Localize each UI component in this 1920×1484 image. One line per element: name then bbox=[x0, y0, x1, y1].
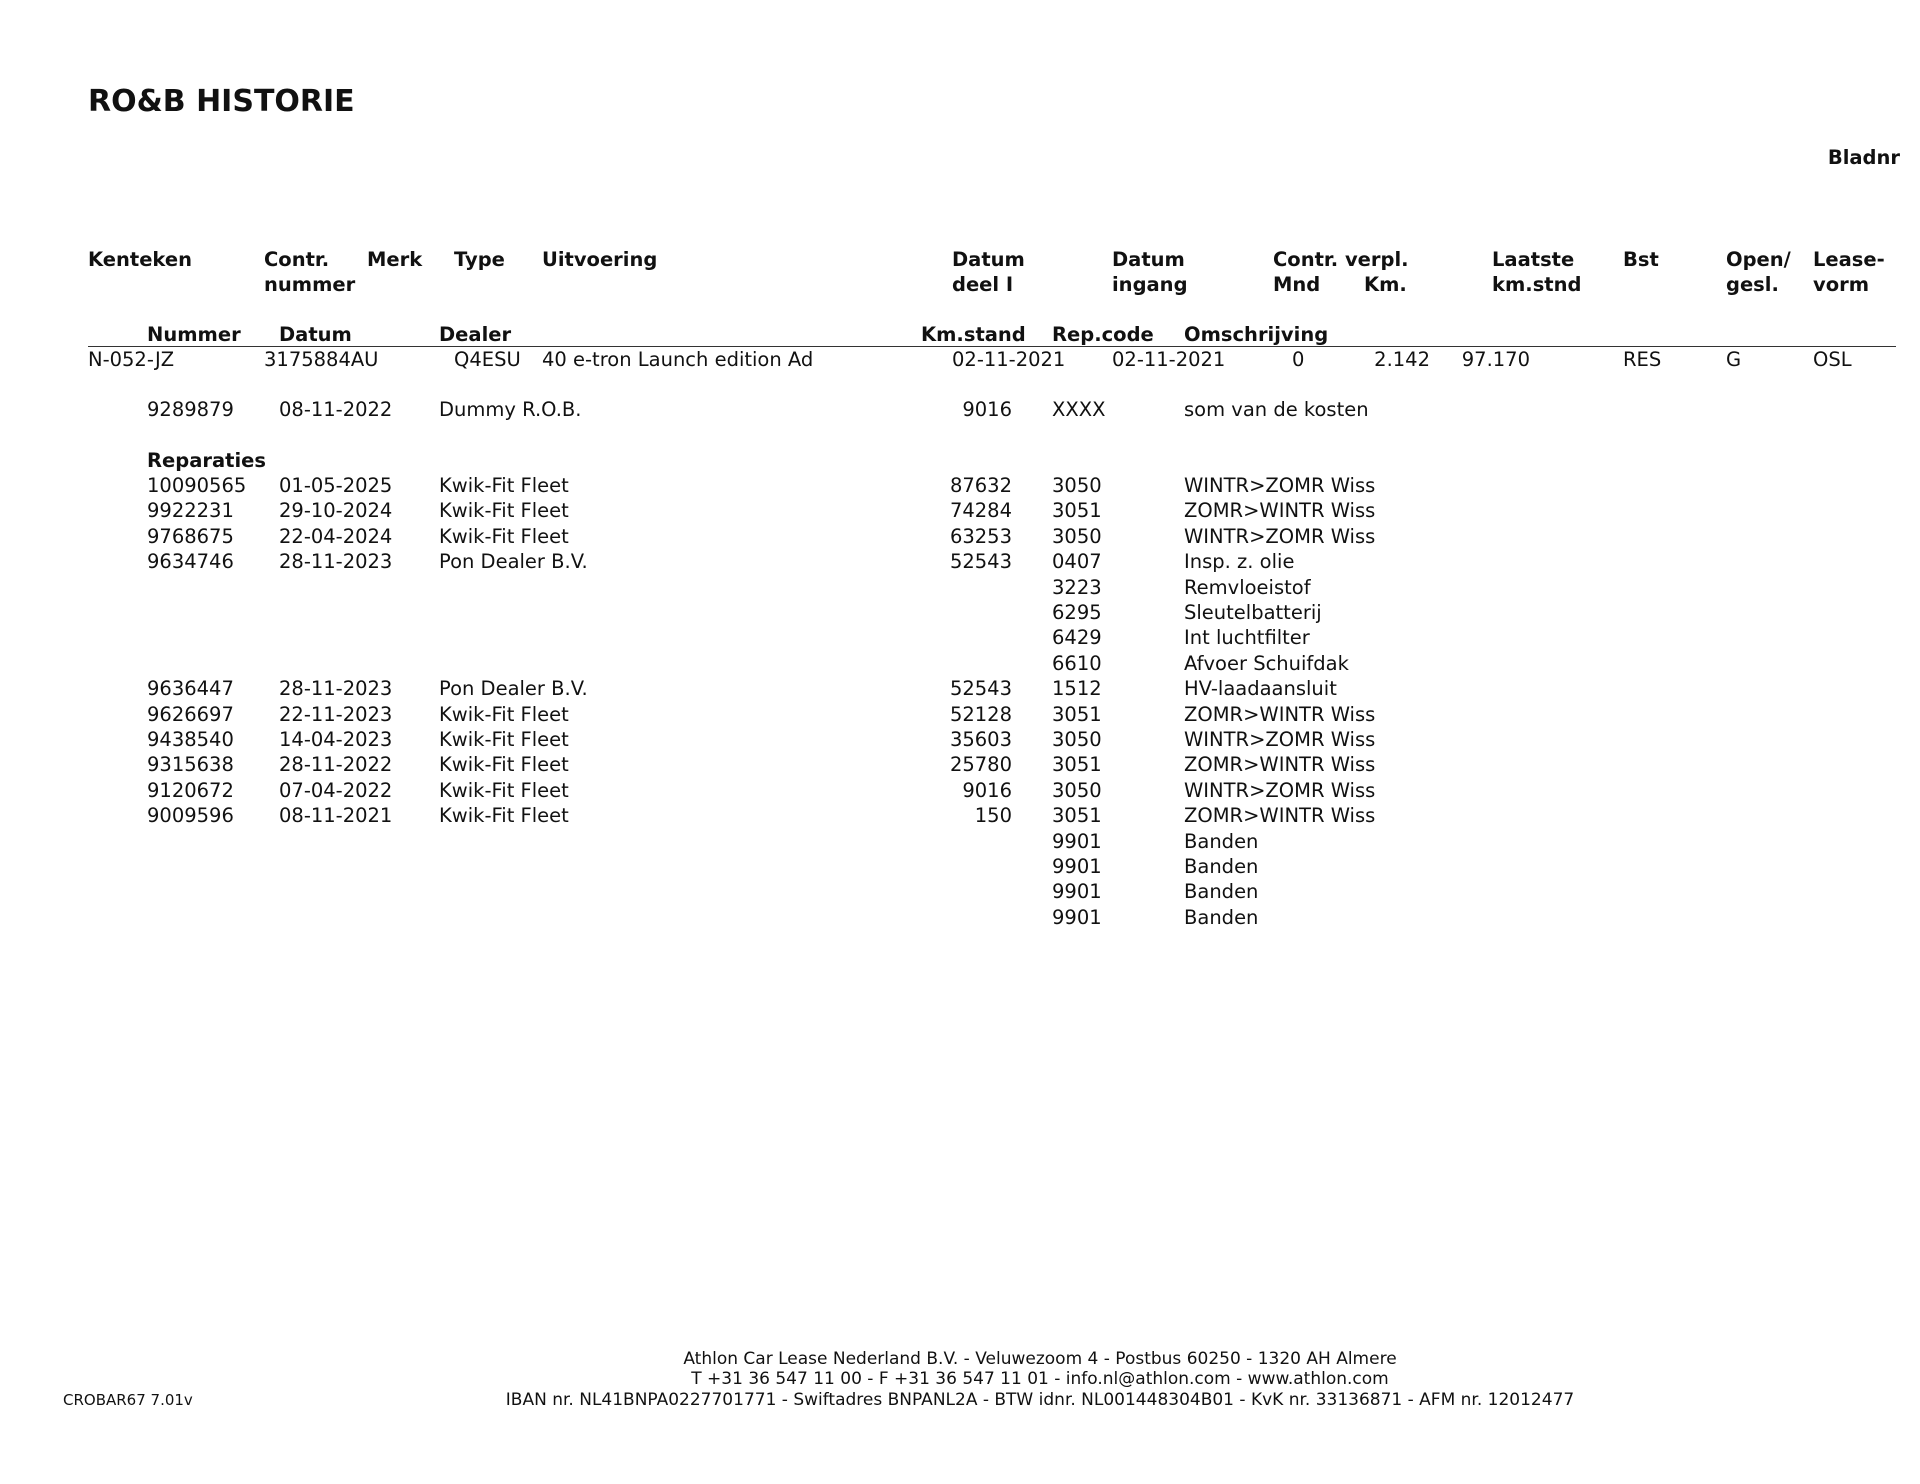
repair-repcode: 9901 bbox=[1052, 830, 1102, 853]
col-mnd-header: Mnd bbox=[1273, 273, 1321, 296]
repair-omschrijving: Afvoer Schuifdak bbox=[1184, 652, 1349, 675]
repair-dealer: Pon Dealer B.V. bbox=[439, 550, 588, 573]
vehicle-open-gesl: G bbox=[1726, 348, 1742, 371]
rob-nummer: 9289879 bbox=[147, 398, 234, 421]
repair-datum: 28-11-2023 bbox=[279, 677, 393, 700]
footer-contact: T +31 36 547 11 00 - F +31 36 547 11 01 - info.nl@athlon.com - www.athlon.com bbox=[691, 1369, 1389, 1389]
repair-dealer: Kwik-Fit Fleet bbox=[439, 804, 569, 827]
repair-repcode: 6295 bbox=[1052, 601, 1102, 624]
repair-repcode: 9901 bbox=[1052, 906, 1102, 929]
repair-repcode: 3050 bbox=[1052, 779, 1102, 802]
col-merk-header: Merk bbox=[367, 248, 423, 271]
repair-kmstand: 74284 bbox=[949, 499, 1012, 522]
col-nummer-header: Nummer bbox=[147, 323, 241, 346]
repair-omschrijving: ZOMR>WINTR Wiss bbox=[1184, 804, 1376, 827]
col-contract-header-2: nummer bbox=[264, 273, 356, 296]
repair-kmstand: 9016 bbox=[962, 779, 1012, 802]
repair-repcode: 3051 bbox=[1052, 753, 1102, 776]
rob-omschrijving: som van de kosten bbox=[1184, 398, 1369, 421]
repair-repcode: 9901 bbox=[1052, 880, 1102, 903]
rob-kmstand: 9016 bbox=[962, 398, 1012, 421]
col-open-header-2: gesl. bbox=[1726, 273, 1779, 296]
vehicle-bst: RES bbox=[1623, 348, 1662, 371]
col-open-header: Open/ bbox=[1726, 248, 1791, 271]
repair-omschrijving: Banden bbox=[1184, 855, 1259, 878]
repair-omschrijving: Int luchtfilter bbox=[1184, 626, 1310, 649]
repair-dealer: Pon Dealer B.V. bbox=[439, 677, 588, 700]
repair-omschrijving: HV-laadaansluit bbox=[1184, 677, 1337, 700]
footer-registration: IBAN nr. NL41BNPA0227701771 - Swiftadres BNPANL2A - BTW idnr. NL001448304B01 - KvK nr. 33136871 - AFM nr. 12012477 bbox=[505, 1390, 1575, 1410]
repair-dealer: Kwik-Fit Fleet bbox=[439, 499, 569, 522]
repair-omschrijving: WINTR>ZOMR Wiss bbox=[1184, 728, 1376, 751]
repair-kmstand: 52543 bbox=[949, 550, 1012, 573]
repair-nummer: 10090565 bbox=[147, 474, 247, 497]
col-dealer-header: Dealer bbox=[439, 323, 512, 346]
repair-omschrijving: Sleutelbatterij bbox=[1184, 601, 1322, 624]
col-km-header: Km. bbox=[1364, 273, 1407, 296]
vehicle-kenteken: N-052-JZ bbox=[88, 348, 175, 371]
repair-nummer: 9438540 bbox=[147, 728, 234, 751]
footer-address: Athlon Car Lease Nederland B.V. - Veluwezoom 4 - Postbus 60250 - 1320 AH Almere bbox=[683, 1349, 1397, 1369]
col-datum-ingang-header-2: ingang bbox=[1112, 273, 1188, 296]
repair-omschrijving: WINTR>ZOMR Wiss bbox=[1184, 779, 1376, 802]
repair-datum: 01-05-2025 bbox=[279, 474, 393, 497]
repair-kmstand: 52543 bbox=[949, 677, 1012, 700]
repair-repcode: 3223 bbox=[1052, 576, 1102, 599]
rob-repcode: XXXX bbox=[1052, 398, 1106, 421]
repair-datum: 22-11-2023 bbox=[279, 703, 393, 726]
col-contract-header: Contr. bbox=[264, 248, 330, 271]
repair-dealer: Kwik-Fit Fleet bbox=[439, 728, 569, 751]
repair-repcode: 6610 bbox=[1052, 652, 1102, 675]
col-laatste-header: Laatste bbox=[1492, 248, 1575, 271]
repair-datum: 28-11-2022 bbox=[279, 753, 393, 776]
repair-datum: 22-04-2024 bbox=[279, 525, 393, 548]
repair-nummer: 9636447 bbox=[147, 677, 234, 700]
repair-repcode: 0407 bbox=[1052, 550, 1102, 573]
repair-nummer: 9634746 bbox=[147, 550, 234, 573]
repair-omschrijving: Banden bbox=[1184, 880, 1259, 903]
repair-omschrijving: Insp. z. olie bbox=[1184, 550, 1295, 573]
repair-repcode: 1512 bbox=[1052, 677, 1102, 700]
reparaties-heading: Reparaties bbox=[147, 449, 266, 472]
repair-nummer: 9120672 bbox=[147, 779, 234, 802]
repair-repcode: 3051 bbox=[1052, 499, 1102, 522]
repair-dealer: Kwik-Fit Fleet bbox=[439, 703, 569, 726]
repair-omschrijving: ZOMR>WINTR Wiss bbox=[1184, 499, 1376, 522]
repair-repcode: 9901 bbox=[1052, 855, 1102, 878]
repair-kmstand: 150 bbox=[974, 804, 1012, 827]
repair-omschrijving: Banden bbox=[1184, 906, 1259, 929]
col-kenteken-header: Kenteken bbox=[88, 248, 192, 271]
repair-nummer: 9768675 bbox=[147, 525, 234, 548]
col-repcode-header: Rep.code bbox=[1052, 323, 1154, 346]
repair-repcode: 6429 bbox=[1052, 626, 1102, 649]
repair-repcode: 3050 bbox=[1052, 525, 1102, 548]
repair-kmstand: 25780 bbox=[949, 753, 1012, 776]
col-laatste-header-2: km.stnd bbox=[1492, 273, 1582, 296]
repair-nummer: 9922231 bbox=[147, 499, 234, 522]
rob-dealer: Dummy R.O.B. bbox=[439, 398, 582, 421]
repair-kmstand: 87632 bbox=[949, 474, 1012, 497]
col-contr-verpl-header: Contr. verpl. bbox=[1273, 248, 1409, 271]
repair-dealer: Kwik-Fit Fleet bbox=[439, 779, 569, 802]
repair-nummer: 9626697 bbox=[147, 703, 234, 726]
repair-datum: 29-10-2024 bbox=[279, 499, 393, 522]
col-datum-deel1-header: Datum bbox=[952, 248, 1025, 271]
report-code: CROBAR67 7.01v bbox=[63, 1391, 193, 1409]
repair-nummer: 9009596 bbox=[147, 804, 234, 827]
repair-omschrijving: Remvloeistof bbox=[1184, 576, 1311, 599]
repair-dealer: Kwik-Fit Fleet bbox=[439, 525, 569, 548]
col-omschrijving-header: Omschrijving bbox=[1184, 323, 1329, 346]
col-lease-header-2: vorm bbox=[1813, 273, 1870, 296]
col-datum-header: Datum bbox=[279, 323, 352, 346]
vehicle-contract: 3175884AU bbox=[264, 348, 379, 371]
repair-omschrijving: WINTR>ZOMR Wiss bbox=[1184, 525, 1376, 548]
page-title: RO&B HISTORIE bbox=[88, 84, 355, 119]
repair-omschrijving: Banden bbox=[1184, 830, 1259, 853]
rob-datum: 08-11-2022 bbox=[279, 398, 393, 421]
repair-dealer: Kwik-Fit Fleet bbox=[439, 753, 569, 776]
vehicle-mnd: 0 bbox=[1292, 348, 1305, 371]
repair-repcode: 3050 bbox=[1052, 728, 1102, 751]
col-uitvoering-header: Uitvoering bbox=[542, 248, 658, 271]
vehicle-type: Q4ESU bbox=[454, 348, 521, 371]
repair-omschrijving: ZOMR>WINTR Wiss bbox=[1184, 703, 1376, 726]
vehicle-uitvoering: 40 e-tron Launch edition Ad bbox=[542, 348, 814, 371]
repair-datum: 14-04-2023 bbox=[279, 728, 393, 751]
vehicle-laatste-km: 97.170 bbox=[1461, 348, 1530, 371]
bladnr-label: Bladnr bbox=[1827, 146, 1900, 169]
repair-repcode: 3051 bbox=[1052, 804, 1102, 827]
col-type-header: Type bbox=[454, 248, 505, 271]
col-datum-deel1-header-2: deel I bbox=[952, 273, 1014, 296]
vehicle-datum-deel1: 02-11-2021 bbox=[952, 348, 1066, 371]
col-lease-header: Lease- bbox=[1813, 248, 1885, 271]
repair-omschrijving: WINTR>ZOMR Wiss bbox=[1184, 474, 1376, 497]
repair-omschrijving: ZOMR>WINTR Wiss bbox=[1184, 753, 1376, 776]
repair-datum: 08-11-2021 bbox=[279, 804, 393, 827]
repair-nummer: 9315638 bbox=[147, 753, 234, 776]
vehicle-leasevorm: OSL bbox=[1813, 348, 1852, 371]
col-bst-header: Bst bbox=[1623, 248, 1659, 271]
repair-datum: 28-11-2023 bbox=[279, 550, 393, 573]
repair-repcode: 3050 bbox=[1052, 474, 1102, 497]
repair-kmstand: 35603 bbox=[949, 728, 1012, 751]
vehicle-datum-ingang: 02-11-2021 bbox=[1112, 348, 1226, 371]
col-datum-ingang-header: Datum bbox=[1112, 248, 1185, 271]
repair-kmstand: 52128 bbox=[949, 703, 1012, 726]
vehicle-km: 2.142 bbox=[1374, 348, 1430, 371]
repair-datum: 07-04-2022 bbox=[279, 779, 393, 802]
repair-dealer: Kwik-Fit Fleet bbox=[439, 474, 569, 497]
col-kmstand-header: Km.stand bbox=[921, 323, 1026, 346]
repair-kmstand: 63253 bbox=[949, 525, 1012, 548]
repair-repcode: 3051 bbox=[1052, 703, 1102, 726]
